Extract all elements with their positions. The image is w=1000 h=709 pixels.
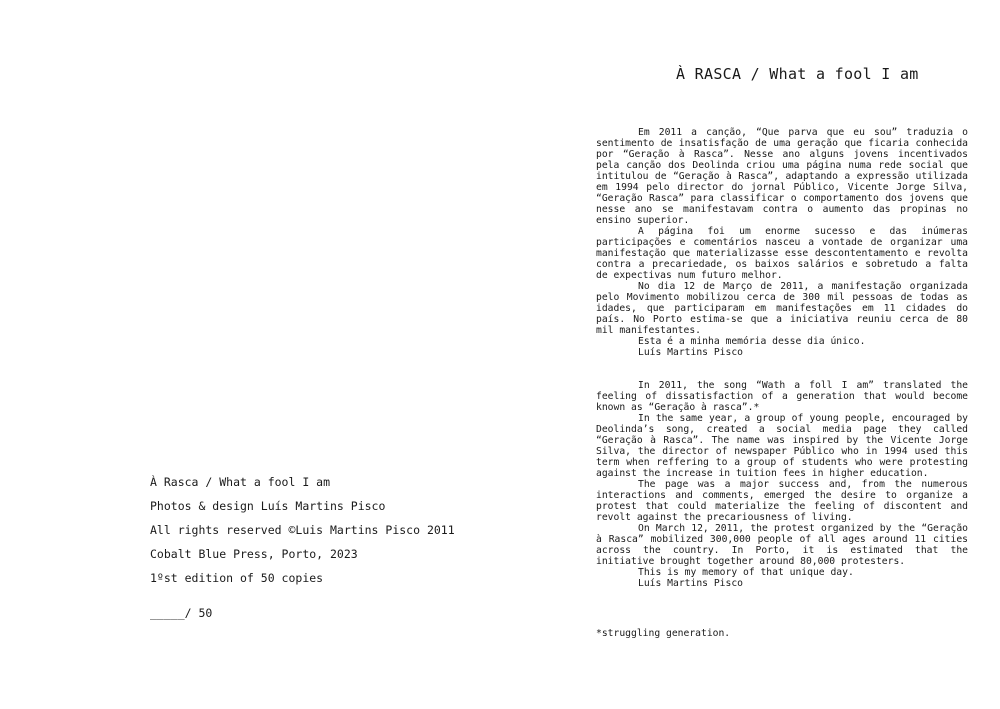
en-paragraph: In the same year, a group of young people, encouraged by Deolinda’s song, created a social media page they called “Geração à Rasca”. The name was inspired by the Vicente Jorge Silva, the director of newspaper Público who in 1994 used this term when reffering to a group of students who were protesting against the increase in tuition fees in higher education. (596, 413, 968, 479)
en-paragraph: On March 12, 2011, the protest organized by the “Geração à Rasca” mobilized 300,000 people of all ages around 11 cities across the country. In Porto, it is estimated that the initiative brought together around 80,000 protesters. (596, 523, 968, 567)
pt-paragraph: Em 2011 a canção, “Que parva que eu sou” traduzia o sentimento de insatisfação de uma geração que ficaria conhecida por “Geração à Rasca”. Nesse ano alguns jovens incentivados pela canção dos Deolinda criou uma página numa rede social que intitulou de “Geração à Rasca”, adaptando a expressão utilizada em 1994 pelo director do jornal Público, Vicente Jorge Silva, “Geração Rasca” para classificar o comportamento dos jovens que nesse ano se manifestavam contra o aumento das propinas no ensino superior. (596, 127, 968, 226)
edition-number-blank: _____/ 50 (150, 606, 213, 620)
section-gap (596, 358, 968, 380)
colophon-title: À Rasca / What a fool I am (150, 475, 331, 489)
colophon (150, 470, 470, 590)
colophon-publisher: Cobalt Blue Press, Porto, 2023 (150, 547, 358, 561)
article-text (596, 127, 968, 589)
colophon-credits: Photos & design Luís Martins Pisco (150, 499, 386, 513)
en-paragraph: The page was a major success and, from the numerous interactions and comments, emerged the desire to organize a protest that could materialize the feeling of discontent and revolt against the precariousness of living. (596, 479, 968, 523)
footnote: *struggling generation. (596, 628, 731, 639)
en-signature: Luís Martins Pisco (638, 578, 743, 589)
pt-paragraph: No dia 12 de Março de 2011, a manifestação organizada pelo Movimento mobilizou cerca de 300 mil pessoas de todas as idades, que participaram em manifestações em 11 cidades do país. No Porto estima-se que a iniciativa reuniu cerca de 80 mil manifestantes. (596, 281, 968, 336)
pt-signature: Luís Martins Pisco (638, 347, 743, 358)
pt-paragraph: A página foi um enorme sucesso e das inúmeras participações e comentários nasceu a vontade de organizar uma manifestação que materializasse esse descontentamento e revolta contra a precariedade, os baixos salários e sobretudo a falta de expectivas num futuro melhor. (596, 226, 968, 281)
page-title: À RASCA / What a fool I am (676, 65, 919, 83)
colophon-edition: 1ºst edition of 50 copies (150, 571, 324, 585)
pt-paragraph: Esta é a minha memória desse dia único. (638, 336, 866, 347)
en-paragraph: In 2011, the song “Wath a foll I am” translated the feeling of dissatisfaction of a generation that would become known as “Geração à rasca”.* (596, 380, 968, 413)
en-paragraph: This is my memory of that unique day. (638, 567, 854, 578)
colophon-copyright: All rights reserved ©Luis Martins Pisco 2011 (150, 523, 455, 537)
